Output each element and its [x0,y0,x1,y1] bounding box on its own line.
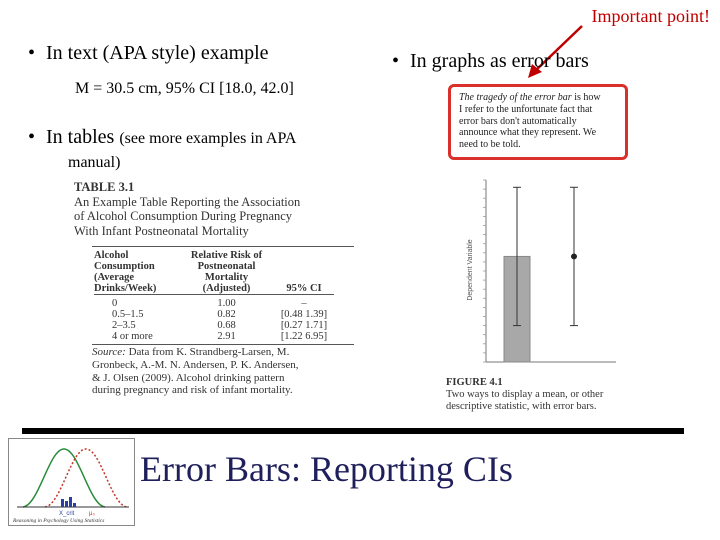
table-cell: 0.82 [217,309,236,320]
table-header-row [94,250,334,295]
error-bar-chart [460,170,630,370]
header-line: Postneonatal [197,261,256,272]
source-line: Data from K. Strandberg-Larsen, M. [128,346,290,358]
figure-caption [446,377,646,413]
callout-line: need to be told. [459,139,521,151]
source-line: during pregnancy and risk of infant mortality. [92,384,293,397]
data-table [94,250,334,342]
figure-caption-line: descriptive statistic, with error bars. [446,401,597,412]
important-point-note: Important point! [591,6,710,26]
header-line: Relative Risk of [190,250,263,261]
table-row [94,298,334,309]
table-title-line: An Example Table Reporting the Association [74,194,301,209]
table-row [94,309,334,320]
header-line: 95% CI [286,283,322,294]
table-cell: 0.68 [217,320,236,331]
callout-line: announce what they represent. We [459,127,597,139]
callout-rest: is how [571,92,601,103]
table-row [94,331,334,342]
chart-ylabel: Dependent Variable [467,239,474,301]
mean-point [571,253,577,259]
callout-line [459,92,625,104]
bullet-in-text [28,42,269,65]
logo-label-xcrit: X_crit [59,511,75,517]
table-cell: [1.22 6.95] [280,331,328,342]
bullet-dot: • [28,126,36,148]
header-alcohol [94,250,179,295]
source-line: & J. Olsen (2009). Alcohol drinking pattern [92,371,285,384]
figure-caption-line: Two ways to display a mean, or other [446,389,604,400]
figure-label: FIGURE 4.1 [446,377,503,388]
table-cell: 2–3.5 [112,320,136,331]
logo-label-mu: μ₀ [89,511,95,517]
bullet-in-tables-note-cont: manual) [68,154,121,171]
table-cell: 2.91 [217,331,236,342]
callout-italic: The tragedy of the error bar [459,92,572,103]
tragedy-callout [448,84,628,160]
header-line: Consumption [94,261,155,272]
source-line: Gronbeck, A.-M. N. Andersen, P. K. Andersen, [92,358,299,371]
bullet-graphs-label: In graphs as error bars [410,50,589,72]
table-title-line: With Infant Postneonatal Mortality [74,223,249,238]
header-line: (Adjusted) [202,283,251,294]
title-divider [22,428,684,434]
table-rule-top [92,246,354,247]
slide-title: Error Bars: Reporting CIs [140,449,513,489]
bullet-in-tables [28,126,296,149]
bullet-graphs [392,50,589,73]
table-cell: 0.5–1.5 [112,309,144,320]
header-line: Drinks/Week) [94,283,157,294]
bullet-dot: • [28,42,36,64]
table-cell: 1.00 [217,298,236,309]
bullet-in-tables-note: (see more examples in APA [119,130,297,147]
table-cell: – [301,298,307,309]
callout-text [451,87,625,151]
header-ci [274,250,334,295]
distribution-logo-icon [9,439,134,525]
table-source [92,346,354,397]
bullet-in-text-label: In text (APA style) example [46,42,269,64]
table-rule-bottom [92,344,354,345]
table-cell: [0.48 1.39] [280,309,328,320]
callout-line: error bars don't automatically [459,115,577,127]
table-cell: 4 or more [112,331,153,342]
source-label: Source: [92,346,126,358]
apa-example: M = 30.5 cm, 95% CI [18.0, 42.0] [75,80,294,97]
bullet-in-tables-label: In tables [46,126,115,148]
header-line: Mortality [204,272,249,283]
bullet-dot: • [392,50,400,72]
callout-line: I refer to the unfortunate fact that [459,103,593,115]
logo-caption: Reasoning in Psychology Using Statistics [13,518,105,524]
table-cell: 0 [112,298,118,309]
table-figure [74,180,342,397]
table-number: TABLE 3.1 [74,180,135,194]
header-relative-risk [179,250,274,295]
table-cell: [0.27 1.71] [280,320,328,331]
table-row [94,320,334,331]
table-title [74,180,342,238]
table-title-line: of Alcohol Consumption During Pregnancy [74,209,293,223]
header-line: (Average [94,272,135,283]
chart-plot-area [483,180,616,362]
header-line: Alcohol [94,250,129,261]
course-logo [8,438,135,526]
